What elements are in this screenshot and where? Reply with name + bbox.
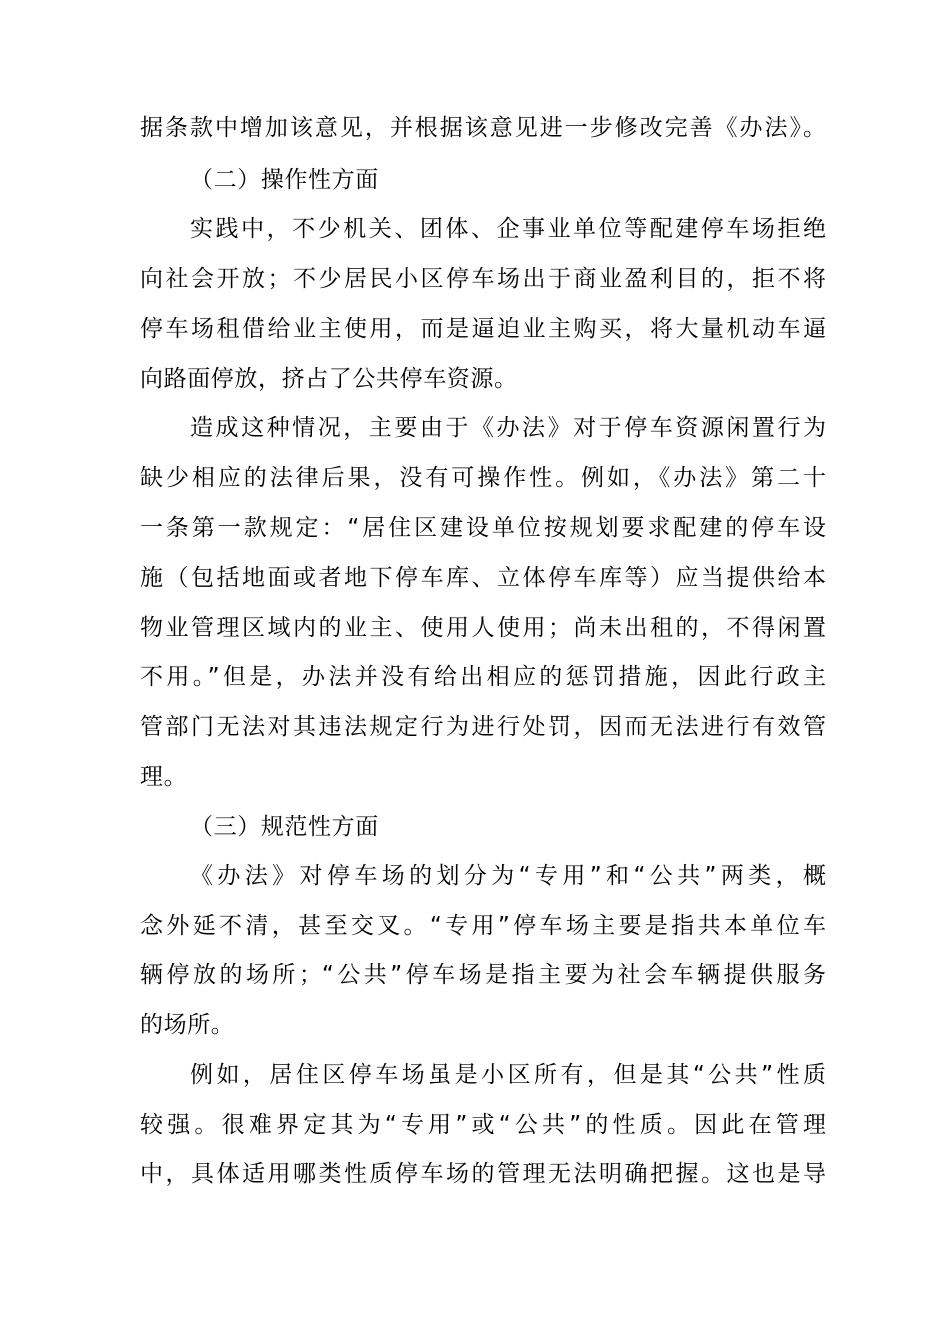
section-heading: （三）规范性方面 xyxy=(190,814,379,840)
paragraph-line: 较强。很难界定其为“专用”或“公共”的性质。因此在管理 xyxy=(140,1112,826,1138)
paragraph-line: 一条第一款规定：“居住区建设单位按规划要求配建的停车设 xyxy=(140,515,826,541)
paragraph-line: 向路面停放，挤占了公共停车资源。 xyxy=(140,366,518,392)
paragraph-line: 停车场租借给业主使用，而是逼迫业主购买，将大量机动车逼 xyxy=(140,316,826,342)
paragraph-line: 《办法》对停车场的划分为“专用”和“公共”两类，概 xyxy=(190,863,826,889)
paragraph-line: 不用。”但是，办法并没有给出相应的惩罚措施，因此行政主 xyxy=(140,664,826,690)
paragraph-line: 中，具体适用哪类性质停车场的管理无法明确把握。这也是导 xyxy=(140,1161,826,1187)
paragraph-line: 管部门无法对其违法规定行为进行处罚，因而无法进行有效管 xyxy=(140,714,826,740)
section-heading: （二）操作性方面 xyxy=(190,167,379,193)
paragraph-line: 念外延不清，甚至交叉。“专用”停车场主要是指共本单位车 xyxy=(140,913,826,939)
paragraph-line: 向社会开放；不少居民小区停车场出于商业盈利目的，拒不将 xyxy=(140,266,826,292)
paragraph-line: 例如，居住区停车场虽是小区所有，但是其“公共”性质 xyxy=(190,1062,826,1088)
paragraph-line: 的场所。 xyxy=(140,1012,235,1038)
paragraph-line: 施（包括地面或者地下停车库、立体停车库等）应当提供给本 xyxy=(140,565,826,591)
paragraph-line: 据条款中增加该意见，并根据该意见进一步修改完善《办法》。 xyxy=(140,115,826,141)
paragraph-line: 实践中，不少机关、团体、企事业单位等配建停车场拒绝 xyxy=(190,216,826,242)
paragraph-line: 缺少相应的法律后果，没有可操作性。例如，《办法》第二十 xyxy=(140,465,826,491)
paragraph-line: 物业管理区域内的业主、使用人使用；尚未出租的，不得闲置 xyxy=(140,615,826,641)
paragraph-line: 造成这种情况，主要由于《办法》对于停车资源闲置行为 xyxy=(190,415,826,441)
paragraph-line: 辆停放的场所；“公共”停车场是指主要为社会车辆提供服务 xyxy=(140,962,826,988)
paragraph-line: 理。 xyxy=(140,764,188,790)
